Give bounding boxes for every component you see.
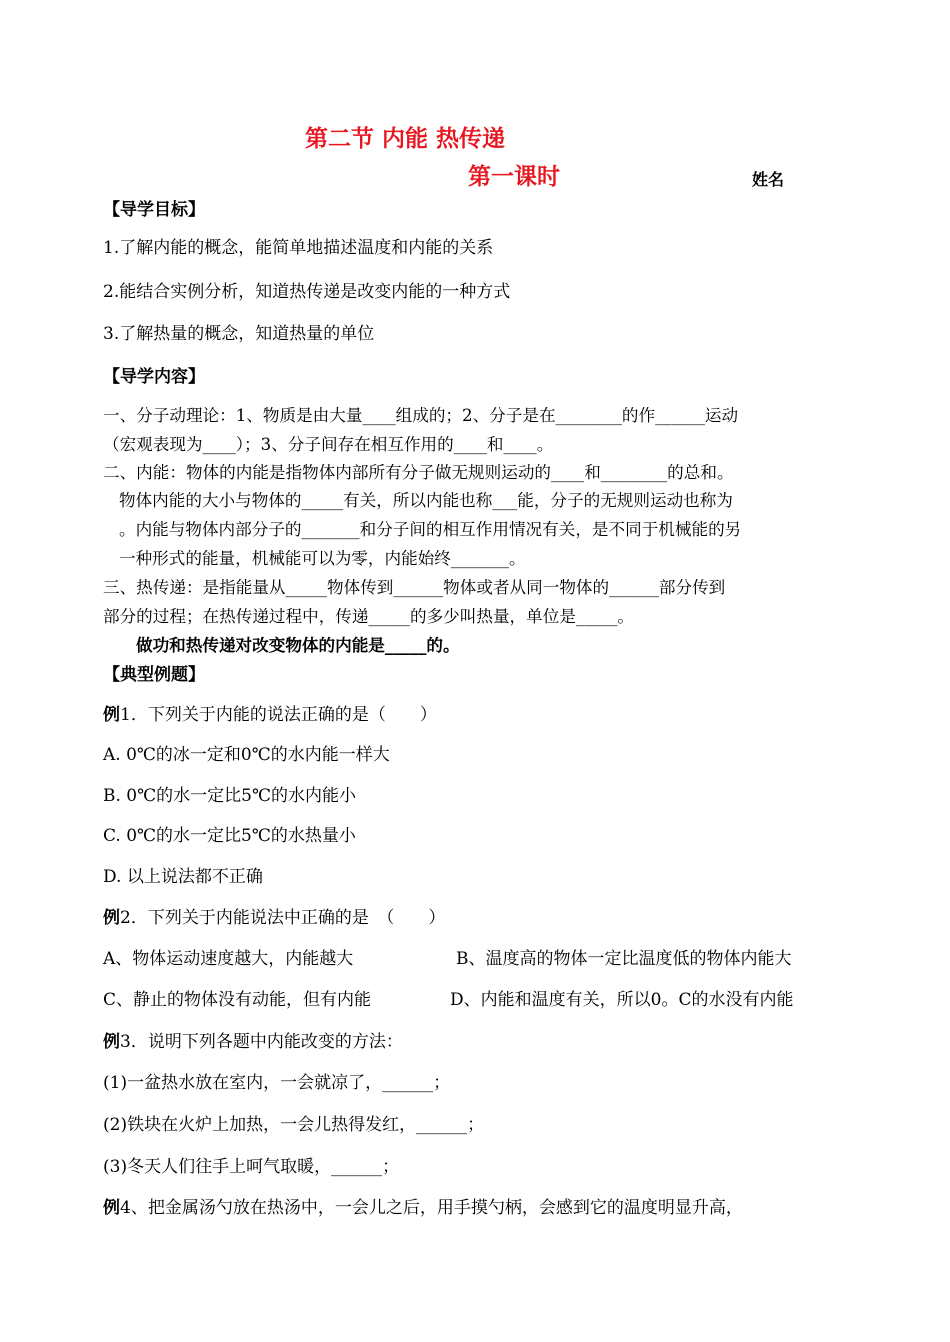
example-label: 例 bbox=[103, 705, 120, 725]
content-line: 部分的过程；在热传递过程中，传递_____的多少叫热量，单位是_____。 bbox=[103, 607, 634, 626]
option-item: B、温度高的物体一定比温度低的物体内能大 bbox=[456, 949, 792, 969]
objective-item: 3.了解热量的概念，知道热量的单位 bbox=[103, 324, 375, 344]
example-3 bbox=[103, 1027, 403, 1052]
content-line: 一种形式的能量，机械能可以为零，内能始终_______。 bbox=[119, 549, 526, 568]
objective-item: 1.了解内能的概念，能简单地描述温度和内能的关系 bbox=[103, 238, 494, 258]
option-item: B. 0℃的水一定比5℃的水内能小 bbox=[103, 786, 356, 806]
name-label: 姓名 bbox=[752, 170, 785, 189]
option-item: C. 0℃的水一定比5℃的水热量小 bbox=[103, 826, 356, 846]
example-text: 1．下列关于内能的说法正确的是（ ） bbox=[120, 705, 437, 725]
content-bold-line: 做功和热传递对改变物体的内能是_____的。 bbox=[136, 636, 460, 655]
content-line: （宏观表现为____）；3、分子间存在相互作用的____和____。 bbox=[103, 435, 554, 454]
example-4 bbox=[103, 1193, 743, 1218]
example-item: (1)一盆热水放在室内，一会就凉了，______； bbox=[103, 1073, 451, 1093]
page-subtitle: 第一课时 bbox=[468, 164, 560, 190]
option-item: A. 0℃的冰一定和0℃的水内能一样大 bbox=[103, 745, 390, 765]
example-1 bbox=[103, 700, 437, 725]
content-line: 二、内能：物体的内能是指物体内部所有分子做无规则运动的____和________的总和。 bbox=[103, 463, 734, 482]
objective-item: 2.能结合实例分析，知道热传递是改变内能的一种方式 bbox=[103, 282, 511, 302]
content-heading: 【导学内容】 bbox=[103, 367, 205, 387]
example-text: 3．说明下列各题中内能改变的方法： bbox=[120, 1032, 403, 1052]
page-title: 第二节 内能 热传递 bbox=[305, 126, 506, 152]
option-item: D. 以上说法都不正确 bbox=[103, 867, 263, 887]
content-line: 物体内能的大小与物体的_____有关，所以内能也称___能，分子的无规则运动也称为 bbox=[119, 491, 733, 510]
examples-heading: 【典型例题】 bbox=[103, 665, 205, 685]
example-label: 例 bbox=[103, 908, 120, 928]
example-label: 例 bbox=[103, 1198, 120, 1218]
option-item: A、物体运动速度越大，内能越大 bbox=[103, 949, 354, 969]
example-label: 例 bbox=[103, 1032, 120, 1052]
content-line: 。内能与物体内部分子的_______和分子间的相互作用情况有关，是不同于机械能的另 bbox=[119, 520, 742, 539]
example-text: 2．下列关于内能说法中正确的是 （ ） bbox=[120, 908, 446, 928]
example-2 bbox=[103, 903, 445, 928]
content-line: 一、分子动理论：1、物质是由大量____组成的；2、分子是在________的作______运动 bbox=[103, 406, 739, 425]
option-item: D、内能和温度有关，所以0。C的水没有内能 bbox=[450, 990, 794, 1010]
example-item: (2)铁块在火炉上加热，一会儿热得发红，______； bbox=[103, 1115, 485, 1135]
example-item: (3)冬天人们往手上呵气取暖，______； bbox=[103, 1157, 400, 1177]
objectives-heading: 【导学目标】 bbox=[103, 200, 205, 220]
content-line: 三、热传递：是指能量从_____物体传到______物体或者从同一物体的______部分传到 bbox=[103, 578, 726, 597]
example-text: 4、把金属汤勺放在热汤中，一会儿之后，用手摸勺柄，会感到它的温度明显升高， bbox=[120, 1198, 743, 1218]
option-item: C、静止的物体没有动能，但有内能 bbox=[103, 990, 372, 1010]
